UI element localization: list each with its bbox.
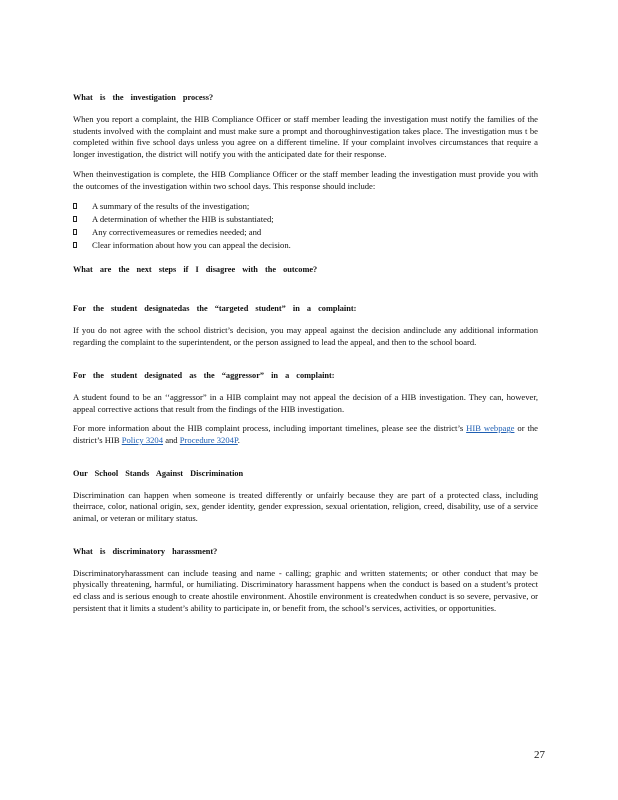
paragraph-investigation-notify: When you report a complaint, the HIB Compliance Officer or staff member leading the investigation must notify the families of the students involved with the complaint and must make sure a prompt and thoroughinvestigation takes place. The investigation mus t be completed within five school days unless you agree on a different timeline. If your complaint involves circumstances that require a longer investigation, the district will notify you with the anticipated date for their response. [73,114,538,160]
list-item [73,239,538,252]
list-item [73,213,538,226]
section-heading-targeted-student: For the student designatedas the “targeted student” in a complaint: [73,304,357,314]
bullet-box-icon [73,216,77,222]
paragraph-investigation-complete: When theinvestigation is complete, the HIB Compliance Officer or the staff member leading the investigation must provide you with the outcomes of the investigation within two school days. This response should include: [73,168,538,191]
hib-webpage-link[interactable]: HIB webpage [466,423,515,434]
more-info-text-c: and [165,434,178,445]
list-item [73,226,538,239]
paragraph-more-information [73,423,538,446]
response-requirements-list [73,200,538,251]
bullet-box-icon [73,203,77,209]
paragraph-discrimination-definition: Discrimination can happen when someone is treated differently or unfairly because they are part of a protected class, including theirrace, color, national origin, sex, gender identity, gender expression, sexual orientation, religion, creed, disability, use of a service animal, or veteran or military status. [73,489,538,524]
section-heading-aggressor: For the student designated as the “aggressor” in a complaint: [73,370,335,380]
bullet-box-icon [73,242,77,248]
list-item [73,200,538,213]
document-body [73,93,538,623]
more-info-text-a: For more information about the HIB complaint process, including important timelines, please see the district’s [73,423,464,434]
policy-3204-link[interactable]: Policy 3204 [121,434,164,445]
section-heading-investigation-process: What is the investigation process? [73,93,214,102]
bullet-box-icon [73,229,77,235]
list-item-text: Clear information about how you can appeal the decision. [92,239,291,250]
section-heading-next-steps: What are the next steps if I disagree with the outcome? [73,265,318,275]
more-info-text-b: or the district’s HIB [73,423,538,445]
paragraph-aggressor-appeal: A student found to be an ‘‘aggressor” in a HIB complaint may not appeal the decision of a HIB investigation. They can, however, appeal corrective actions that result from the findings of the HIB investigation. [73,391,538,414]
paragraph-harassment-definition: Discriminatoryharassment can include teasing and name - calling; graphic and written statements; or other conduct that may be physically threatening, harmful, or humiliating. Discriminatory harassment happens when the conduct is based on a student’s protect ed class and is serious enough to create ahostile environment. Ahostile environment is createdwhen conduct is so severe, pervasive, or persistent that it limits a student’s ability to participate in, or benefit from, the school’s services, activities, or opportunities. [73,567,538,613]
list-item-text: A determination of whether the HIB is substantiated; [92,214,274,225]
more-info-text-d: . [237,434,240,445]
spacer [73,455,538,469]
page-number: 27 [534,749,545,761]
section-heading-stands-against-discrimination: Our School Stands Against Discrimination [73,468,244,478]
spacer [73,533,538,547]
section-heading-discriminatory-harassment: What is discriminatory harassment? [73,546,218,556]
list-item-text: A summary of the results of the investigation; [92,201,250,212]
procedure-3204p-link[interactable]: Procedure 3204P [179,434,238,445]
spacer [73,357,538,371]
paragraph-targeted-appeal: If you do not agree with the school district’s decision, you may appeal against the decision andinclude any additional information regarding the complaint to the superintendent, or the person assigned to lead the appeal, and then to the school board. [73,325,538,348]
list-item-text: Any correctivemeasures or remedies needed; and [92,226,262,237]
